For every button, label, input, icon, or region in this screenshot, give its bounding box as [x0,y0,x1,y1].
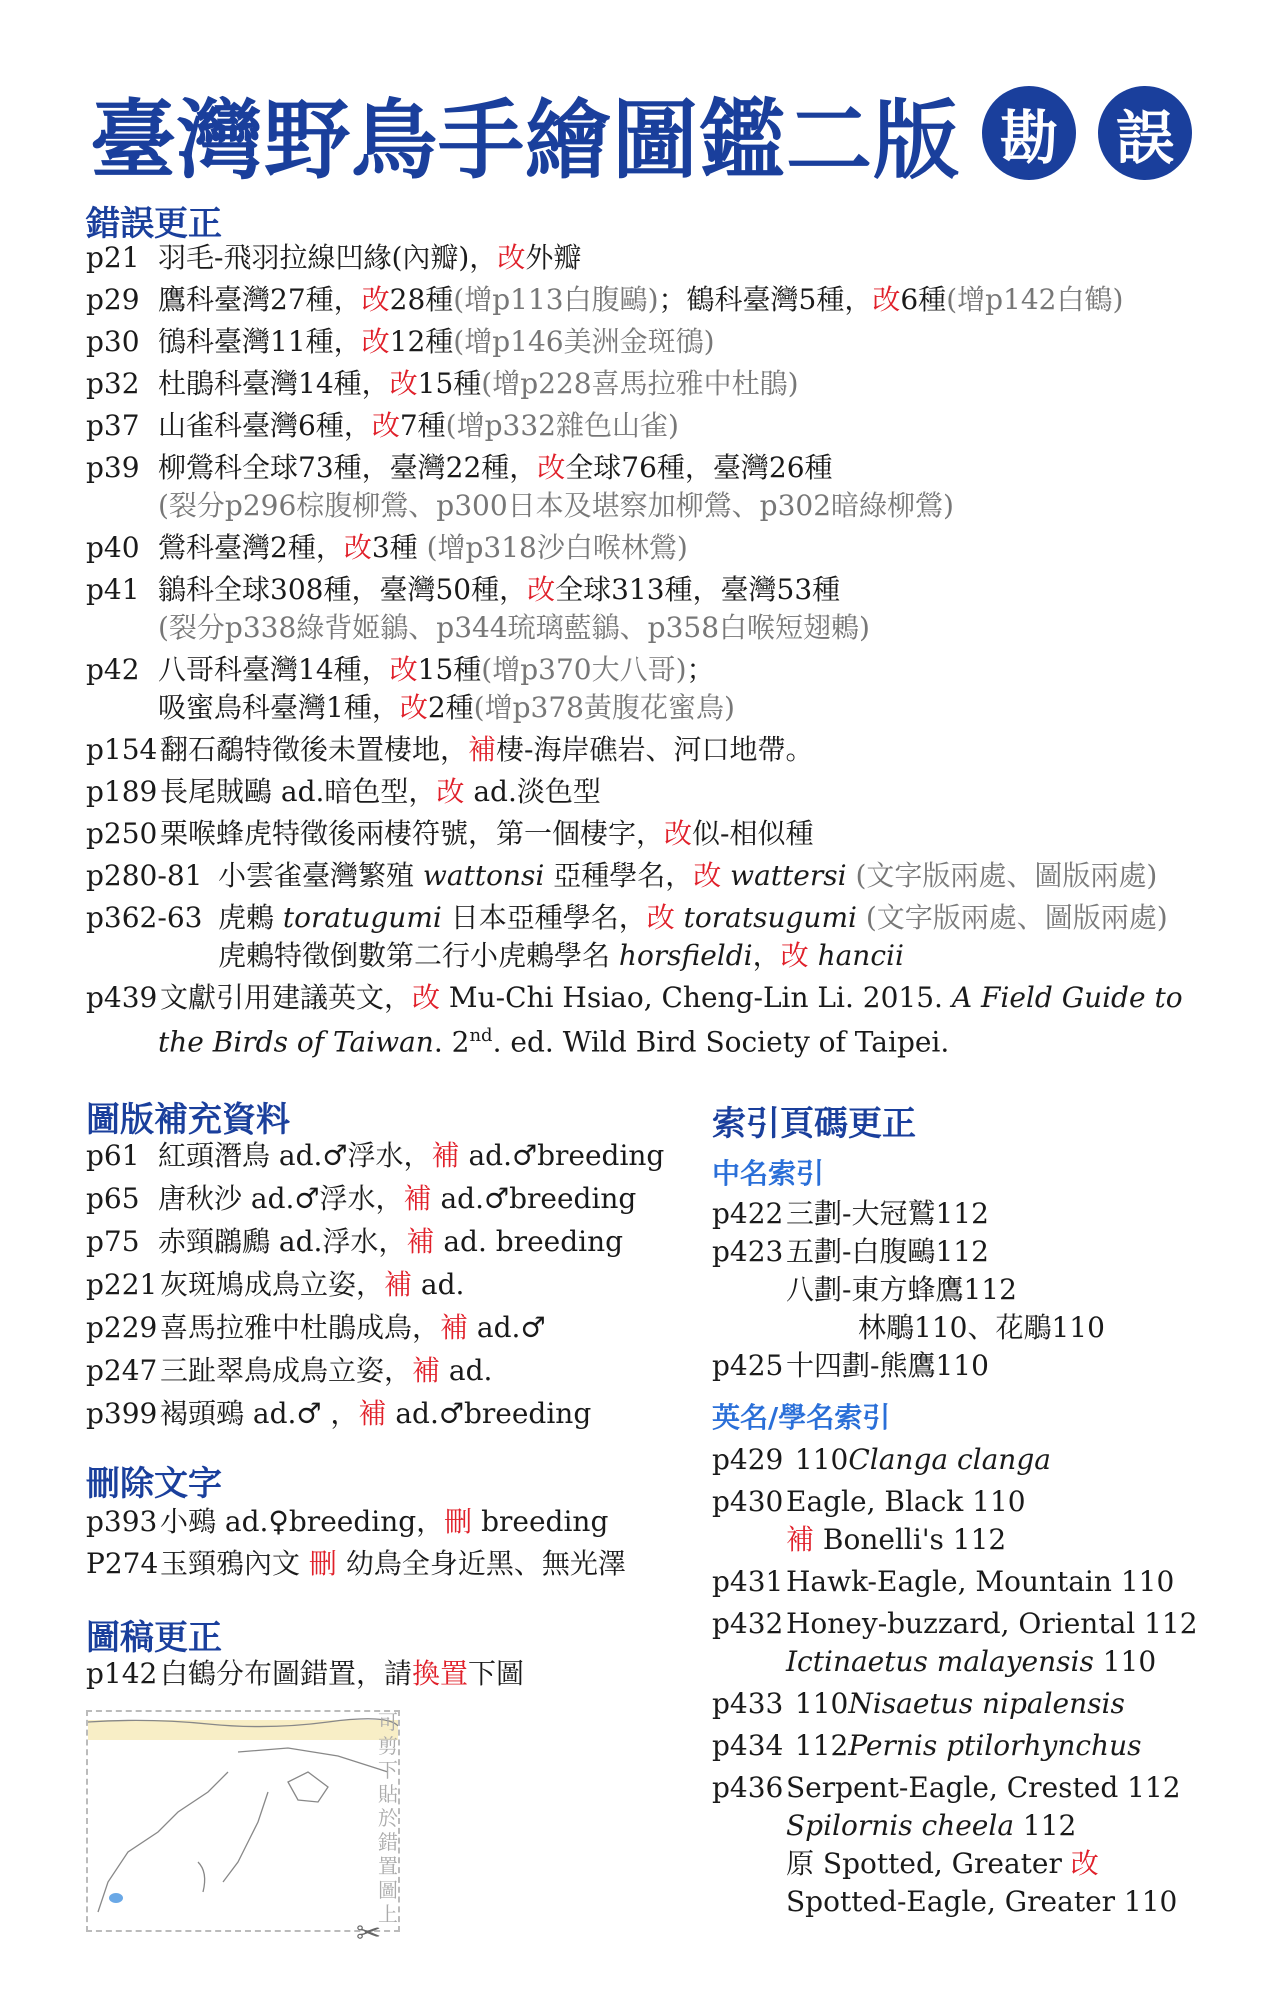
text-a2: 日本亞種學名， [441,901,647,934]
text-c: ； [686,653,715,686]
errata-line [86,610,870,646]
text-g: (增p113白腹鷗) [453,283,659,316]
errata-line [712,1564,1174,1600]
text-i1: Nisaetus nipalensis [848,1687,1125,1720]
page-ref: p431 [712,1565,784,1598]
text-b: breeding [472,1505,609,1538]
errata-line [86,488,954,524]
text-indent2a: 虎鶇特徵倒數第二行小虎鶇學名 [218,939,619,972]
errata-line [86,690,735,726]
errata-line [712,1484,1026,1520]
errata-line [86,408,679,444]
text-a: 八哥科臺灣14種， [158,653,390,686]
errata-line [712,1606,1198,1642]
text-b: 幼鳥全身近黑、無光澤 [336,1547,626,1580]
errata-line [86,1018,949,1060]
cut-note-char: 上 [378,1902,398,1926]
text-b: ad.淡色型 [464,775,601,808]
text-r: 補 [468,733,497,766]
text-a: Honey-buzzard, Oriental 112 [786,1607,1198,1640]
text-c: ；鶴科臺灣5種， [658,283,873,316]
text-a: 白鶴分布圖錯置，請 [160,1657,413,1690]
text-a: 112 [1014,1809,1077,1842]
text-r: 改 [361,283,390,316]
text-b: 15種 [417,653,482,686]
page-ref: p75 [86,1225,140,1258]
text-g2: (增p142白鶴) [946,283,1124,316]
text-r: 補 [384,1268,413,1301]
errata-line [86,530,688,566]
text-i1: horsfieldi [618,939,753,972]
page-ref: p433 [712,1687,784,1720]
text-indenta: Spotted-Eagle, Greater 110 [786,1885,1178,1918]
text-a2: . 2 [433,1025,470,1059]
text-a: 羽毛-飛羽拉線凹緣(內瓣)， [158,241,498,274]
figfix-heading: 圖稿更正 [86,1618,222,1658]
page-ref: p393 [86,1505,158,1538]
text-a: 長尾賊鷗 ad.暗色型， [160,775,437,808]
errata-line [712,1310,1105,1346]
text-a: 喜馬拉雅中杜鵑成鳥， [160,1311,441,1344]
errata-line [712,1348,989,1384]
errata-line [86,774,601,810]
text-a: 鶯科臺灣2種， [158,531,344,564]
badge-kan: 勘 [982,86,1076,180]
text-i1: Pernis ptilorhynchus [848,1729,1142,1762]
text-r: 改 [780,939,809,972]
text-a: 灰斑鳩成鳥立姿， [160,1268,385,1301]
errata-line [86,1546,626,1582]
cut-note [374,1710,402,1926]
text-a: 文獻引用建議英文， [160,981,413,1014]
page-ref: p422 [712,1197,784,1230]
errata-line [712,1808,1076,1844]
page-ref: p280-81 [86,859,203,892]
text-r: 刪 [444,1505,473,1538]
text-g: (增p146美洲金斑鴴) [453,325,715,358]
text-b: Mu-Chi Hsiao, Cheng-Lin Li. 2015. [440,981,952,1014]
text-a: 110 [786,1687,849,1720]
text-indent: (裂分p338綠背姬鶲、p344琉璃藍鶲、p358白喉短翅鶇) [158,611,870,644]
text-a: 小鵐 ad.♀breeding， [160,1505,445,1538]
page-ref: p362-63 [86,901,203,934]
cut-note-char: 置 [378,1854,398,1878]
title-row [90,78,1192,191]
deleted-heading: 刪除文字 [86,1464,222,1504]
text-a: 翻石鷸特徵後未置棲地， [160,733,469,766]
errata-line [86,282,1123,318]
page-ref: p142 [86,1657,158,1690]
errata-line [86,980,1183,1016]
errata-line [712,1442,1051,1478]
text-r: 刪 [308,1547,337,1580]
text-r: 改 [664,817,693,850]
page-ref: p61 [86,1139,140,1172]
errata-line [712,1196,989,1232]
errata-line [712,1644,1156,1680]
page-ref: p439 [86,981,158,1014]
text-indent: (裂分p296棕腹柳鶯、p300日本及堪察加柳鶯、p302暗綠柳鶯) [158,489,954,522]
text-a: Hawk-Eagle, Mountain 110 [786,1565,1175,1598]
text-b: 7種 [399,409,446,442]
text-r: 改 [497,241,526,274]
text-a: 110 [1093,1645,1157,1678]
text-a: 唐秋沙 ad.♂浮水， [158,1182,404,1215]
cut-note-char: 下 [378,1758,398,1782]
text-indent: 八劃-東方蜂鷹112 [786,1273,1017,1306]
text-a: 112 [786,1729,849,1762]
text-r: 換置 [412,1657,469,1690]
cut-note-char: 錯 [378,1830,398,1854]
text-b: 似-相似種 [692,817,814,850]
errata-line [712,1522,1006,1558]
errata-line [86,240,581,276]
text-g: (增p332雜色山雀) [445,409,679,442]
superscript: nd [469,1025,493,1046]
text-r: 改 [412,981,441,1014]
errata-line [86,858,1157,894]
page-ref: p30 [86,325,140,358]
page-ref: p399 [86,1397,158,1430]
text-d: 6種 [900,283,947,316]
errata-line [86,652,715,688]
errata-line [712,1728,1141,1764]
index-sub1: 中名索引 [712,1157,825,1190]
text-r: 改 [361,325,390,358]
errata-line [86,1396,591,1432]
page-ref: p247 [86,1354,158,1387]
text-a: Bonelli's 112 [814,1523,1007,1556]
text-a: 紅頭潛鳥 ad.♂浮水， [158,1139,432,1172]
text-b: . ed. Wild Bird Society of Taipei. [492,1025,950,1059]
index-sub2: 英名/學名索引 [712,1401,891,1434]
page-ref: p39 [86,451,140,484]
page-ref: p432 [712,1607,784,1640]
text-g: (增p318沙白喉林鶯) [417,531,688,564]
text-a: 十四劃-熊鷹110 [786,1349,989,1382]
text-b: 28種 [389,283,454,316]
text-r: 補 [412,1354,441,1387]
cut-note-char: 剪 [378,1734,398,1758]
text-a: 鴴科臺灣11種， [158,325,362,358]
text-b: ad.♂breeding [459,1139,665,1172]
text-indent3: 林鵰110、花鵰110 [858,1311,1105,1344]
text-a: 山雀科臺灣6種， [158,409,372,442]
text-b: 全球76種，臺灣26種 [565,451,833,484]
text-r2: 改 [872,283,901,316]
text-r: 改 [371,409,400,442]
text-r: 改 [1070,1847,1099,1880]
page-ref: P274 [86,1547,159,1580]
text-b: ad.♂breeding [386,1397,592,1430]
text-i2: hancii [808,939,904,972]
errata-line [86,1504,608,1540]
text-a2: 亞種學名， [544,859,694,892]
errata-line [86,324,715,360]
index-heading: 索引頁碼更正 [712,1104,916,1144]
page-ref: p434 [712,1729,784,1762]
scissors-icon: ✂ [356,1916,382,1951]
page-title: 臺灣野鳥手繪圖鑑二版 [90,91,960,191]
text-a2: ， [752,939,781,972]
text-b: ad. [440,1354,493,1387]
text-r: 改 [436,775,465,808]
text-indenti: Spilornis cheela [786,1809,1015,1842]
text-a: 小雲雀臺灣繁殖 [218,859,423,892]
page-ref: p423 [712,1235,784,1268]
text-r: 改 [399,691,428,724]
text-a: 褐頭鵐 ad.♂ ， [160,1397,359,1430]
cut-note-char: 圖 [378,1878,398,1902]
text-r: 改 [537,451,566,484]
text-indenta: 原 Spotted, Greater [786,1847,1071,1880]
text-i1: toratugumi [282,901,442,934]
errata-line [86,816,814,852]
text-indent2a: 吸蜜鳥科臺灣1種， [158,691,400,724]
text-b: 棲-海岸礁岩、河口地帶。 [496,733,814,766]
errata-line [86,366,799,402]
text-g: (文字版兩處、圖版兩處) [846,859,1158,892]
text-b: ad.♂breeding [431,1182,637,1215]
text-r: 補 [431,1139,460,1172]
text-r: 改 [389,367,418,400]
errata-line [86,1310,546,1346]
text-i2: wattersi [721,859,847,892]
text-a: 110 [786,1443,849,1476]
errata-line [86,900,1168,936]
page-ref: p40 [86,531,140,564]
errata-line [712,1234,989,1270]
errata-line [712,1272,1017,1308]
errata-line [86,938,904,974]
text-a: Serpent-Eagle, Crested 112 [786,1771,1181,1804]
text-r: 補 [403,1182,432,1215]
text-r: 補 [358,1397,387,1430]
errata-line [86,1224,623,1260]
text-a: 三劃-大冠鷲112 [786,1197,989,1230]
distribution-map [86,1710,400,1932]
cut-note-char: 貼 [378,1782,398,1806]
errata-line [86,1656,524,1692]
text-r: 補 [406,1225,435,1258]
cut-note-char: 可 [378,1710,398,1734]
badge-wu: 誤 [1098,86,1192,180]
east-asia-map-icon [88,1712,398,1930]
page-ref: p154 [86,733,158,766]
text-b: 2種 [427,691,474,724]
text-indenti: Ictinaetus malayensis [786,1645,1094,1678]
text-r: 補 [440,1311,469,1344]
text-a: 赤頸鸊鷉 ad.浮水， [158,1225,407,1258]
errata-line [712,1846,1099,1882]
text-g: (增p378黃腹花蜜鳥) [473,691,735,724]
page-ref: p250 [86,817,158,850]
page-ref: p436 [712,1771,784,1804]
text-b: ad. breeding [434,1225,624,1258]
text-b: ad. [412,1268,465,1301]
errata-line [86,732,814,768]
page-ref: p229 [86,1311,158,1344]
plates-heading: 圖版補充資料 [86,1100,290,1140]
text-a: 三趾翠鳥成鳥立姿， [160,1354,413,1387]
text-b: 外瓣 [525,241,582,274]
page-ref: p189 [86,775,158,808]
text-r: 改 [693,859,722,892]
text-indentr: 補 [786,1523,815,1556]
text-a: 玉頸鴉內文 [160,1547,309,1580]
text-a: 虎鶇 [218,901,283,934]
cut-note-char: 於 [378,1806,398,1830]
text-i1: Clanga clanga [848,1443,1051,1476]
errata-line [86,1267,464,1303]
page-ref: p32 [86,367,140,400]
errata-line [86,1181,636,1217]
text-a: 鶲科全球308種，臺灣50種， [158,573,528,606]
errata-line [86,450,833,486]
text-a: Eagle, Black 110 [786,1485,1026,1518]
page-ref: p429 [712,1443,784,1476]
page-ref: p41 [86,573,140,606]
page-ref: p65 [86,1182,140,1215]
text-b: 15種 [417,367,482,400]
text-b: 下圖 [468,1657,525,1690]
text-r: 改 [389,653,418,686]
text-i1: wattonsi [422,859,545,892]
text-r: 改 [646,901,675,934]
page-ref: p29 [86,283,140,316]
page-ref: p430 [712,1485,784,1518]
text-a: 五劃-白腹鷗112 [786,1235,989,1268]
text-i2: toratsugumi [674,901,857,934]
page-ref: p42 [86,653,140,686]
errata-line [86,572,840,608]
text-g: (增p228喜馬拉雅中杜鵑) [481,367,799,400]
errata-line [712,1770,1181,1806]
text-b: ad.♂ [468,1311,546,1344]
text-r: 改 [343,531,372,564]
errata-line [712,1884,1177,1920]
text-a: 栗喉蜂虎特徵後兩棲符號，第一個棲字， [160,817,665,850]
text-i1: the Birds of Taiwan [158,1025,434,1059]
text-b: 全球313種，臺灣53種 [555,573,841,606]
page-ref: p221 [86,1268,158,1301]
text-g: (文字版兩處、圖版兩處) [856,901,1168,934]
errata-line [86,1138,664,1174]
text-r: 改 [527,573,556,606]
page-ref: p37 [86,409,140,442]
text-i2: A Field Guide to [951,981,1183,1014]
errata-line [712,1686,1125,1722]
errata-line [86,1353,492,1389]
page-ref: p21 [86,241,140,274]
page-ref: p425 [712,1349,784,1382]
text-a: 柳鶯科全球73種，臺灣22種， [158,451,538,484]
text-a: 杜鵑科臺灣14種， [158,367,390,400]
text-b: 12種 [389,325,454,358]
text-b: 3種 [371,531,418,564]
errata-heading: 錯誤更正 [86,204,222,244]
text-g: (增p370大八哥) [481,653,687,686]
text-a: 鷹科臺灣27種， [158,283,362,316]
